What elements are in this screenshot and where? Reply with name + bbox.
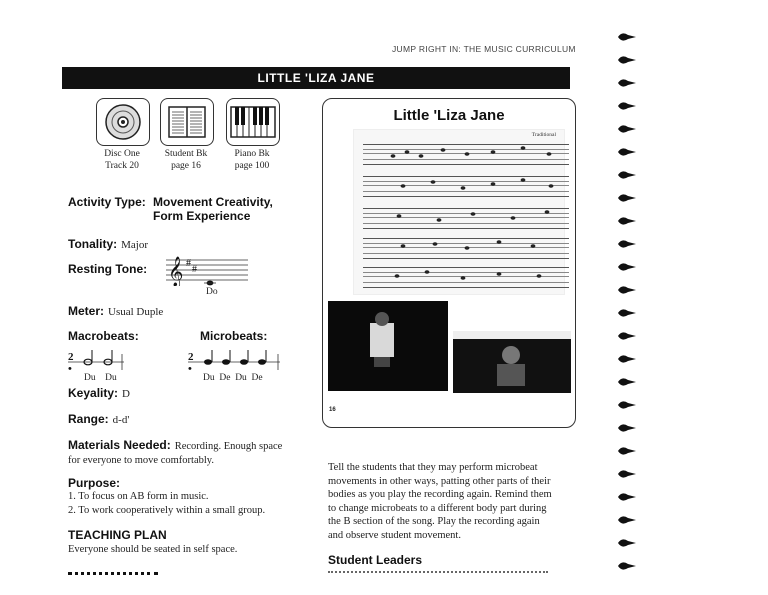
- resting-tone-label: Resting Tone:: [68, 262, 148, 276]
- macrobeats-label: Macrobeats:: [68, 329, 139, 343]
- book-icon: [160, 98, 214, 146]
- microbeats-notation: [186, 346, 282, 374]
- range-row: Range: d-d': [68, 412, 130, 426]
- resting-tone-staff: [166, 252, 252, 286]
- activity-type-value-2: Form Experience: [153, 209, 251, 223]
- macrobeats-syllables: Du Du: [84, 373, 117, 383]
- spiral-ring-icon: [616, 30, 638, 44]
- photo-child-standing: [328, 301, 448, 391]
- student-page-panel: [322, 98, 576, 428]
- spiral-ring-icon: [616, 398, 638, 412]
- student-leaders-heading: Student Leaders: [328, 553, 423, 567]
- sheet-music: Traditional: [353, 129, 565, 295]
- svg-text:𝄞: 𝄞: [168, 257, 184, 286]
- spiral-ring-icon: [616, 99, 638, 113]
- spiral-ring-icon: [616, 329, 638, 343]
- svg-text:•: •: [68, 363, 72, 374]
- resting-tone-syllable: Do: [206, 287, 218, 297]
- cutoff-heading: [68, 569, 168, 575]
- spiral-ring-icon: [616, 444, 638, 458]
- section-title-bar: [62, 67, 570, 89]
- spiral-ring-icon: [616, 122, 638, 136]
- microbeats-label: Microbeats:: [200, 329, 268, 343]
- right-paragraph: Tell the students that they may perform microbeat movements in other ways, patting other parts of their bodies as you play the recording again. Remind them to change microbeats to a different body part during the B section of the song. Play the recording again and observe student movement.: [328, 462, 552, 541]
- spiral-ring-icon: [616, 214, 638, 228]
- spiral-ring-icon: [616, 145, 638, 159]
- cd-caption: Disc One Track 20: [104, 149, 140, 171]
- svg-text:2: 2: [188, 351, 194, 363]
- activity-type-value: Movement Creativity,: [153, 195, 273, 209]
- piano-keys-icon: [226, 98, 280, 146]
- microbeats-syllables: Du De Du De: [203, 373, 263, 383]
- student-page-title: Little 'Liza Jane: [393, 107, 505, 124]
- spiral-ring-icon: [616, 467, 638, 481]
- spiral-ring-icon: [616, 306, 638, 320]
- spiral-ring-icon: [616, 53, 638, 67]
- spiral-ring-icon: [616, 76, 638, 90]
- materials-block: Materials Needed: Recording. Enough space for everyone to move comfortably.: [68, 438, 283, 466]
- activity-type-label: Activity Type:: [68, 195, 146, 209]
- teaching-plan-text: Everyone should be seated in self space.: [68, 544, 238, 555]
- running-header: JUMP RIGHT IN: THE MUSIC CURRICULUM: [392, 44, 576, 54]
- svg-text:#: #: [186, 258, 191, 269]
- macrobeats-notation: [66, 346, 126, 374]
- svg-text:•: •: [188, 363, 192, 374]
- tonality-row: Tonality: Major: [68, 237, 148, 251]
- spiral-ring-icon: [616, 421, 638, 435]
- spiral-ring-icon: [616, 536, 638, 550]
- purpose-label: Purpose:: [68, 476, 121, 490]
- piano-book-caption: Piano Bk page 100: [234, 149, 270, 171]
- photo-child-seated: [453, 331, 571, 393]
- spiral-ring-icon: [616, 375, 638, 389]
- spiral-ring-icon: [616, 559, 638, 573]
- svg-text:#: #: [192, 264, 197, 275]
- purpose-item: 2. To work cooperatively within a small group.: [68, 505, 266, 516]
- student-book-caption: Student Bk page 16: [164, 149, 208, 171]
- purpose-item: 1. To focus on AB form in music.: [68, 491, 209, 502]
- svg-text:2: 2: [68, 351, 74, 363]
- spiral-ring-icon: [616, 237, 638, 251]
- teaching-plan-heading: TEACHING PLAN: [68, 528, 167, 542]
- spiral-ring-icon: [616, 191, 638, 205]
- section-title: LITTLE 'LIZA JANE: [257, 71, 375, 85]
- spiral-ring-icon: [616, 260, 638, 274]
- spiral-ring-icon: [616, 168, 638, 182]
- student-page-number: 16: [329, 407, 336, 413]
- spiral-ring-icon: [616, 513, 638, 527]
- cutoff-text: [328, 571, 548, 577]
- keyality-row: Keyality: D: [68, 386, 130, 400]
- spiral-ring-icon: [616, 283, 638, 297]
- spiral-ring-icon: [616, 352, 638, 366]
- spiral-ring-icon: [616, 490, 638, 504]
- meter-row: Meter: Usual Duple: [68, 304, 164, 318]
- cd-icon: [96, 98, 150, 146]
- notes-overlay: [363, 142, 569, 292]
